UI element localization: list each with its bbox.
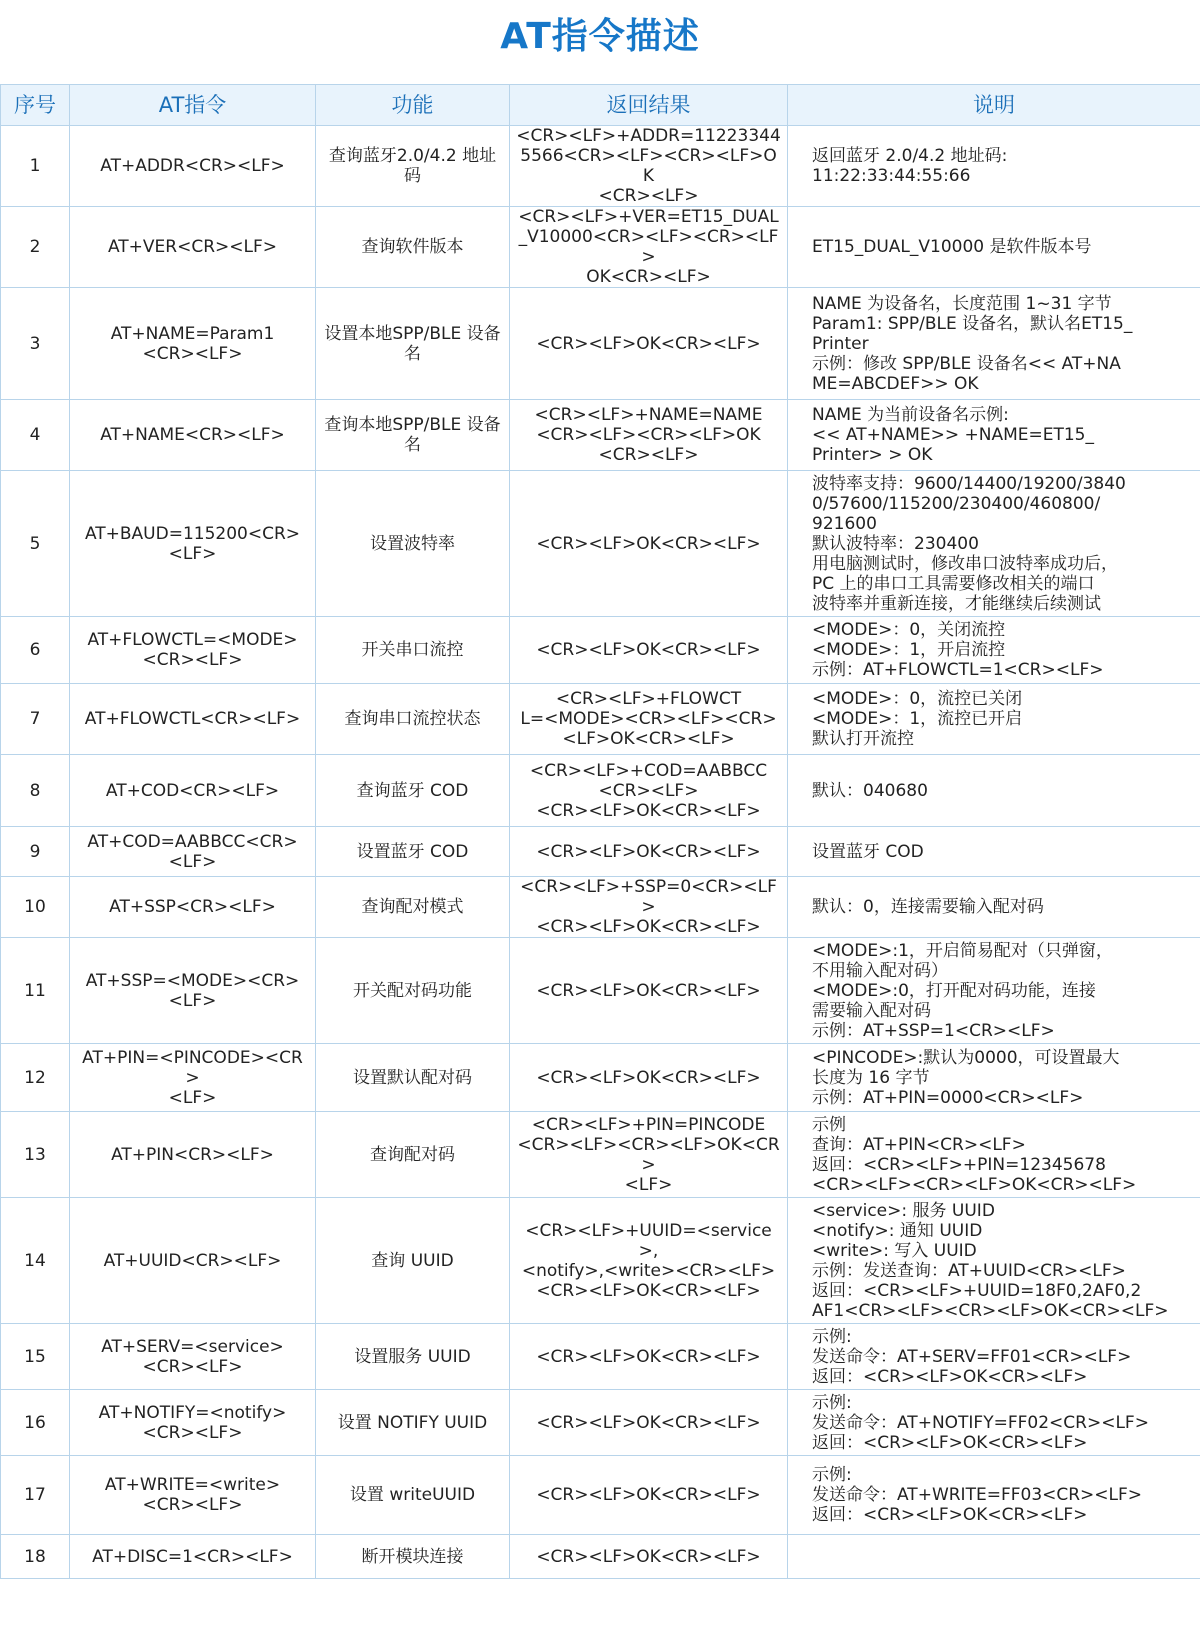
row-command: AT+DISC=1<CR><LF> bbox=[70, 1535, 316, 1579]
row-index: 11 bbox=[1, 938, 70, 1044]
row-index: 8 bbox=[1, 755, 70, 827]
row-return: <CR><LF>+UUID=<service>, <notify>,<write><CR><LF> <CR><LF>OK<CR><LF> bbox=[510, 1198, 788, 1324]
table-row bbox=[1, 207, 1200, 288]
row-return: <CR><LF>OK<CR><LF> bbox=[510, 288, 788, 400]
row-function: 设置本地SPP/BLE 设备名 bbox=[316, 288, 510, 400]
row-description: 示例 查询：AT+PIN<CR><LF> 返回：<CR><LF>+PIN=12345678 <CR><LF><CR><LF>OK<CR><LF> bbox=[788, 1112, 1200, 1198]
row-function: 查询蓝牙 COD bbox=[316, 755, 510, 827]
row-return: <CR><LF>OK<CR><LF> bbox=[510, 1390, 788, 1456]
table-header-row bbox=[1, 85, 1200, 126]
row-command: AT+NAME=Param1 <CR><LF> bbox=[70, 288, 316, 400]
row-function: 断开模块连接 bbox=[316, 1535, 510, 1579]
row-command: AT+WRITE=<write> <CR><LF> bbox=[70, 1456, 316, 1535]
header-function: 功能 bbox=[316, 85, 510, 126]
table-row bbox=[1, 288, 1200, 400]
row-return: <CR><LF>+FLOWCT L=<MODE><CR><LF><CR> <LF>OK<CR><LF> bbox=[510, 684, 788, 755]
table-row bbox=[1, 1112, 1200, 1198]
row-index: 12 bbox=[1, 1044, 70, 1112]
row-command: AT+ADDR<CR><LF> bbox=[70, 126, 316, 207]
row-description: 返回蓝牙 2.0/4.2 地址码: 11:22:33:44:55:66 bbox=[788, 126, 1200, 207]
row-function: 查询串口流控状态 bbox=[316, 684, 510, 755]
table-row bbox=[1, 1324, 1200, 1390]
row-description: <MODE>：0，关闭流控 <MODE>：1，开启流控 示例：AT+FLOWCTL=1<CR><LF> bbox=[788, 617, 1200, 684]
row-index: 4 bbox=[1, 400, 70, 471]
row-command: AT+COD=AABBCC<CR> <LF> bbox=[70, 827, 316, 877]
row-function: 设置 NOTIFY UUID bbox=[316, 1390, 510, 1456]
table-row bbox=[1, 1456, 1200, 1535]
row-description: NAME 为设备名，长度范围 1~31 字节 Param1: SPP/BLE 设备名，默认名ET15_ Printer 示例：修改 SPP/BLE 设备名<< AT+NA ME=ABCDEF>> OK bbox=[788, 288, 1200, 400]
row-index: 3 bbox=[1, 288, 70, 400]
row-description: 默认：0，连接需要输入配对码 bbox=[788, 877, 1200, 938]
row-command: AT+COD<CR><LF> bbox=[70, 755, 316, 827]
row-return: <CR><LF>+SSP=0<CR><LF> <CR><LF>OK<CR><LF> bbox=[510, 877, 788, 938]
table-row bbox=[1, 1198, 1200, 1324]
row-function: 查询配对模式 bbox=[316, 877, 510, 938]
table-row bbox=[1, 877, 1200, 938]
row-function: 设置波特率 bbox=[316, 471, 510, 617]
header-index: 序号 bbox=[1, 85, 70, 126]
row-return: <CR><LF>+NAME=NAME <CR><LF><CR><LF>OK <CR><LF> bbox=[510, 400, 788, 471]
row-index: 6 bbox=[1, 617, 70, 684]
row-index: 9 bbox=[1, 827, 70, 877]
row-command: AT+PIN=<PINCODE><CR> <LF> bbox=[70, 1044, 316, 1112]
table-row bbox=[1, 1044, 1200, 1112]
row-function: 开关串口流控 bbox=[316, 617, 510, 684]
row-command: AT+VER<CR><LF> bbox=[70, 207, 316, 288]
row-description: 示例: 发送命令：AT+WRITE=FF03<CR><LF> 返回：<CR><LF>OK<CR><LF> bbox=[788, 1456, 1200, 1535]
at-command-table bbox=[0, 84, 1200, 1579]
header-description: 说明 bbox=[788, 85, 1200, 126]
row-command: AT+SSP<CR><LF> bbox=[70, 877, 316, 938]
row-index: 13 bbox=[1, 1112, 70, 1198]
row-index: 17 bbox=[1, 1456, 70, 1535]
row-function: 设置默认配对码 bbox=[316, 1044, 510, 1112]
row-index: 14 bbox=[1, 1198, 70, 1324]
row-command: AT+PIN<CR><LF> bbox=[70, 1112, 316, 1198]
row-function: 查询 UUID bbox=[316, 1198, 510, 1324]
row-description: <MODE>:1，开启简易配对（只弹窗， 不用输入配对码） <MODE>:0，打开配对码功能，连接 需要输入配对码 示例：AT+SSP=1<CR><LF> bbox=[788, 938, 1200, 1044]
header-command: AT指令 bbox=[70, 85, 316, 126]
row-return: <CR><LF>OK<CR><LF> bbox=[510, 938, 788, 1044]
row-function: 查询配对码 bbox=[316, 1112, 510, 1198]
table-row bbox=[1, 400, 1200, 471]
row-description: <PINCODE>:默认为0000，可设置最大 长度为 16 字节 示例：AT+PIN=0000<CR><LF> bbox=[788, 1044, 1200, 1112]
row-function: 设置服务 UUID bbox=[316, 1324, 510, 1390]
row-return: <CR><LF>+PIN=PINCODE <CR><LF><CR><LF>OK<CR> <LF> bbox=[510, 1112, 788, 1198]
row-function: 设置蓝牙 COD bbox=[316, 827, 510, 877]
row-index: 7 bbox=[1, 684, 70, 755]
row-description: <MODE>：0，流控已关闭 <MODE>：1，流控已开启 默认打开流控 bbox=[788, 684, 1200, 755]
row-return: <CR><LF>OK<CR><LF> bbox=[510, 617, 788, 684]
table-row bbox=[1, 938, 1200, 1044]
row-command: AT+UUID<CR><LF> bbox=[70, 1198, 316, 1324]
row-description: 波特率支持：9600/14400/19200/3840 0/57600/115200/230400/460800/ 921600 默认波特率：230400 用电脑测试时，修改串口波特率成功后， PC 上的串口工具需要修改相关的端口 波特率并重新连接，才能继续后续测试 bbox=[788, 471, 1200, 617]
row-description: 示例: 发送命令：AT+NOTIFY=FF02<CR><LF> 返回：<CR><LF>OK<CR><LF> bbox=[788, 1390, 1200, 1456]
table-row bbox=[1, 755, 1200, 827]
row-function: 查询本地SPP/BLE 设备名 bbox=[316, 400, 510, 471]
row-command: AT+FLOWCTL<CR><LF> bbox=[70, 684, 316, 755]
table-row bbox=[1, 827, 1200, 877]
row-description: 示例: 发送命令：AT+SERV=FF01<CR><LF> 返回：<CR><LF>OK<CR><LF> bbox=[788, 1324, 1200, 1390]
row-index: 18 bbox=[1, 1535, 70, 1579]
row-return: <CR><LF>OK<CR><LF> bbox=[510, 827, 788, 877]
table-row bbox=[1, 1535, 1200, 1579]
table-row bbox=[1, 617, 1200, 684]
row-index: 1 bbox=[1, 126, 70, 207]
table-row bbox=[1, 471, 1200, 617]
page-title: AT指令描述 bbox=[500, 16, 700, 57]
row-index: 2 bbox=[1, 207, 70, 288]
row-return: <CR><LF>+COD=AABBCC <CR><LF> <CR><LF>OK<CR><LF> bbox=[510, 755, 788, 827]
row-index: 15 bbox=[1, 1324, 70, 1390]
row-command: AT+SSP=<MODE><CR> <LF> bbox=[70, 938, 316, 1044]
row-description: 默认：040680 bbox=[788, 755, 1200, 827]
row-description: ET15_DUAL_V10000 是软件版本号 bbox=[788, 207, 1200, 288]
table-row bbox=[1, 684, 1200, 755]
row-return: <CR><LF>OK<CR><LF> bbox=[510, 471, 788, 617]
row-index: 16 bbox=[1, 1390, 70, 1456]
row-description: <service>: 服务 UUID <notify>: 通知 UUID <write>: 写入 UUID 示例：发送查询：AT+UUID<CR><LF> 返回：<CR><LF>+UUID=18F0,2AF0,2 AF1<CR><LF><CR><LF>OK<CR><LF> bbox=[788, 1198, 1200, 1324]
row-command: AT+SERV=<service> <CR><LF> bbox=[70, 1324, 316, 1390]
row-function: 查询蓝牙2.0/4.2 地址码 bbox=[316, 126, 510, 207]
table-row bbox=[1, 1390, 1200, 1456]
row-return: <CR><LF>OK<CR><LF> bbox=[510, 1324, 788, 1390]
table-row bbox=[1, 126, 1200, 207]
row-return: <CR><LF>+VER=ET15_DUAL _V10000<CR><LF><CR><LF> OK<CR><LF> bbox=[510, 207, 788, 288]
row-command: AT+NAME<CR><LF> bbox=[70, 400, 316, 471]
row-function: 开关配对码功能 bbox=[316, 938, 510, 1044]
row-description bbox=[788, 1535, 1200, 1579]
row-return: <CR><LF>OK<CR><LF> bbox=[510, 1044, 788, 1112]
row-command: AT+NOTIFY=<notify> <CR><LF> bbox=[70, 1390, 316, 1456]
row-command: AT+FLOWCTL=<MODE> <CR><LF> bbox=[70, 617, 316, 684]
row-command: AT+BAUD=115200<CR> <LF> bbox=[70, 471, 316, 617]
row-function: 查询软件版本 bbox=[316, 207, 510, 288]
row-index: 5 bbox=[1, 471, 70, 617]
row-description: NAME 为当前设备名示例: << AT+NAME>> +NAME=ET15_ Printer> > OK bbox=[788, 400, 1200, 471]
row-function: 设置 writeUUID bbox=[316, 1456, 510, 1535]
row-description: 设置蓝牙 COD bbox=[788, 827, 1200, 877]
row-return: <CR><LF>+ADDR=11223344 5566<CR><LF><CR><LF>OK <CR><LF> bbox=[510, 126, 788, 207]
row-index: 10 bbox=[1, 877, 70, 938]
row-return: <CR><LF>OK<CR><LF> bbox=[510, 1456, 788, 1535]
row-return: <CR><LF>OK<CR><LF> bbox=[510, 1535, 788, 1579]
header-return: 返回结果 bbox=[510, 85, 788, 126]
